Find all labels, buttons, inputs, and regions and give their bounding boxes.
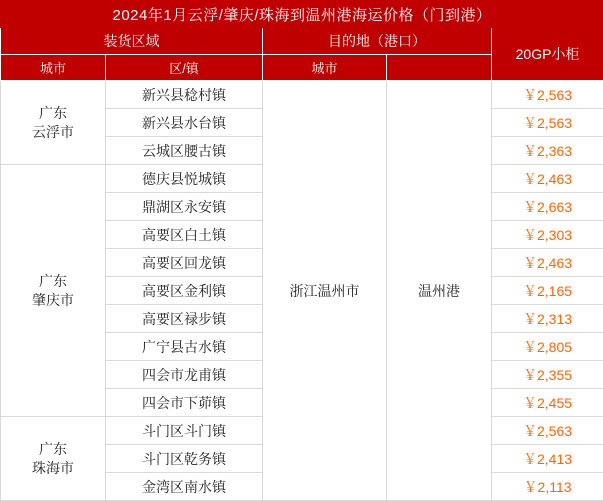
- header-origin-town: 区/镇: [106, 55, 263, 81]
- origin-town-cell: 斗门区乾务镇: [106, 445, 263, 473]
- origin-town-cell: 新兴县稔村镇: [106, 81, 263, 109]
- origin-town-cell: 德庆县悦城镇: [106, 165, 263, 193]
- origin-town-cell: 广宁县古水镇: [106, 333, 263, 361]
- header-origin-city: 城市: [1, 55, 106, 81]
- origin-town-cell: 云城区腰古镇: [106, 137, 263, 165]
- origin-town-cell: 四会市龙甫镇: [106, 361, 263, 389]
- origin-city-line-1: 广东: [1, 440, 105, 459]
- price-cell: ￥2,355: [492, 361, 603, 389]
- price-cell: ￥2,413: [492, 445, 603, 473]
- page-title: 2024年1月云浮/肇庆/珠海到温州港海运价格（门到港）: [1, 1, 603, 28]
- origin-city-line-1: 广东: [1, 104, 105, 123]
- origin-city-cell: [1, 81, 106, 165]
- table-header-row-1: [1, 28, 603, 55]
- table-row: [1, 81, 603, 109]
- price-cell: ￥2,113: [492, 473, 603, 501]
- origin-town-cell: 鼎湖区永安镇: [106, 193, 263, 221]
- price-cell: ￥2,165: [492, 277, 603, 305]
- table-title-row: [1, 1, 603, 28]
- origin-city-line-2: 珠海市: [1, 459, 105, 478]
- price-cell: ￥2,563: [492, 417, 603, 445]
- origin-city-line-1: 广东: [1, 272, 105, 291]
- price-cell: ￥2,805: [492, 333, 603, 361]
- origin-city-cell: [1, 417, 106, 501]
- price-cell: ￥2,663: [492, 193, 603, 221]
- dest-city-cell: 浙江温州市: [263, 81, 387, 501]
- header-20gp-price: 20GP小柜: [492, 28, 603, 81]
- origin-town-cell: 金湾区南水镇: [106, 473, 263, 501]
- price-cell: ￥2,563: [492, 109, 603, 137]
- dest-port-cell: 温州港: [387, 81, 492, 501]
- price-cell: ￥2,463: [492, 249, 603, 277]
- origin-town-cell: 高要区白土镇: [106, 221, 263, 249]
- header-dest-city: 城市: [263, 55, 387, 81]
- price-cell: ￥2,463: [492, 165, 603, 193]
- origin-town-cell: 斗门区斗门镇: [106, 417, 263, 445]
- price-cell: ￥2,313: [492, 305, 603, 333]
- header-origin-group: 装货区域: [1, 28, 263, 55]
- origin-city-cell: [1, 165, 106, 417]
- origin-town-cell: 高要区禄步镇: [106, 305, 263, 333]
- price-cell: ￥2,563: [492, 81, 603, 109]
- header-destination-group: 目的地（港口）: [263, 28, 492, 55]
- origin-town-cell: 高要区回龙镇: [106, 249, 263, 277]
- price-cell: ￥2,363: [492, 137, 603, 165]
- origin-city-line-2: 云浮市: [1, 123, 105, 142]
- origin-city-line-2: 肇庆市: [1, 291, 105, 310]
- price-cell: ￥2,455: [492, 389, 603, 417]
- header-dest-port: [387, 55, 492, 81]
- origin-town-cell: 新兴县水台镇: [106, 109, 263, 137]
- origin-town-cell: 四会市下茆镇: [106, 389, 263, 417]
- origin-town-cell: 高要区金利镇: [106, 277, 263, 305]
- price-cell: ￥2,303: [492, 221, 603, 249]
